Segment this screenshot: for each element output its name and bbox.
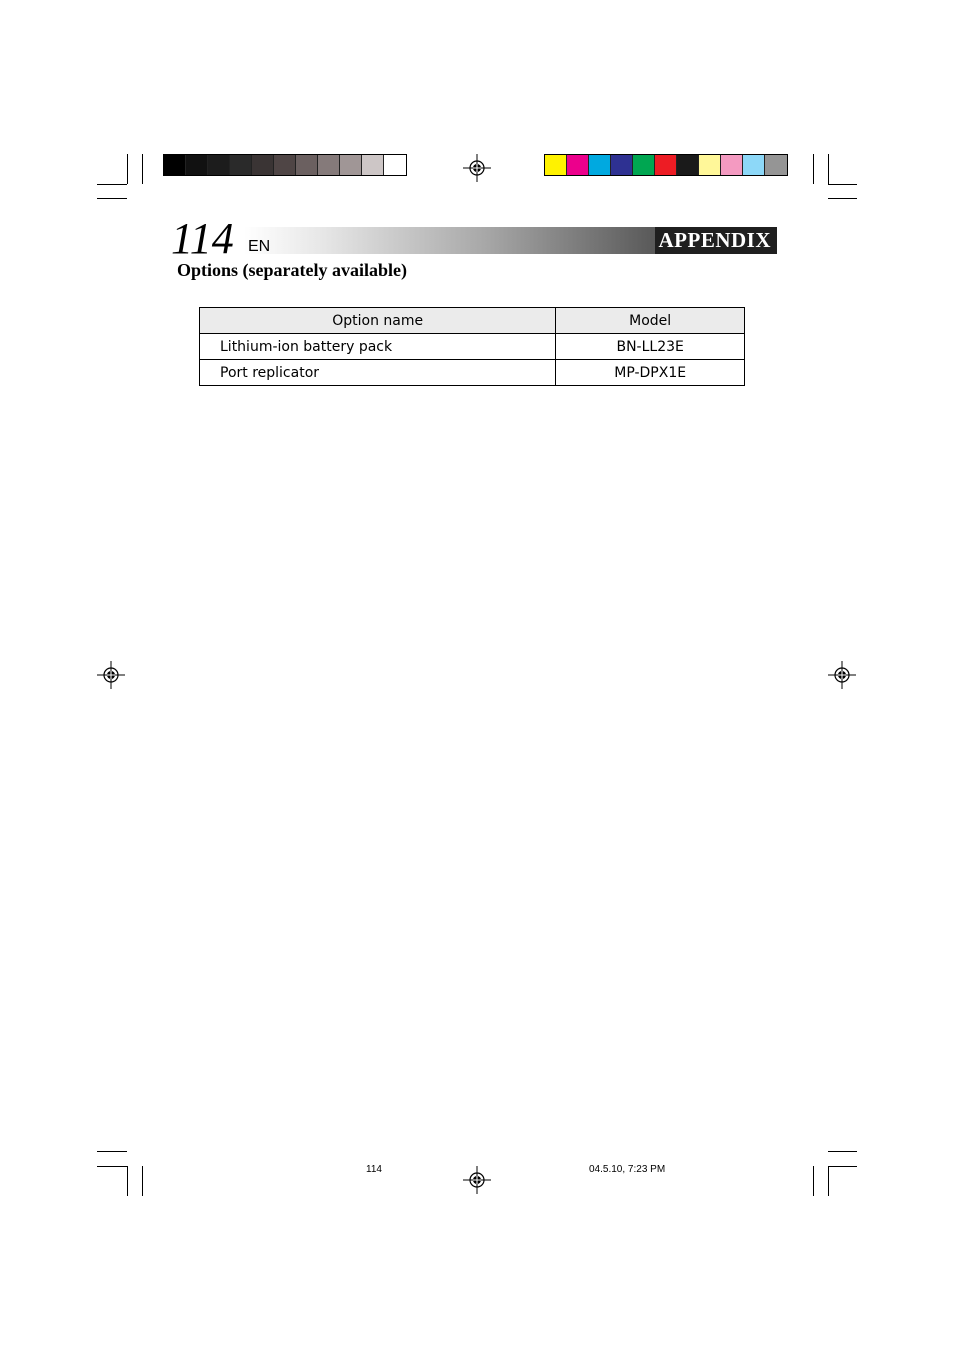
color-swatch: [721, 155, 743, 175]
color-swatch: [318, 155, 340, 175]
crop-mark: [828, 154, 829, 184]
color-swatch: [186, 155, 208, 175]
model-cell: BN-LL23E: [556, 334, 745, 360]
crop-mark: [97, 1151, 127, 1152]
color-swatch: [743, 155, 765, 175]
option-name-cell: Port replicator: [200, 360, 556, 386]
color-swatch: [340, 155, 362, 175]
section-label: APPENDIX: [658, 228, 771, 252]
color-swatch: [164, 155, 186, 175]
color-swatch: [252, 155, 274, 175]
color-swatch: [611, 155, 633, 175]
crop-mark: [97, 198, 127, 199]
crop-mark: [828, 184, 857, 185]
color-swatch: [230, 155, 252, 175]
column-header-model: Model: [556, 308, 745, 334]
registration-mark-icon: [463, 1166, 491, 1194]
section-title: Options (separately available): [177, 260, 407, 280]
crop-mark: [142, 1166, 143, 1196]
crop-mark: [813, 1166, 814, 1196]
option-name-cell: Lithium-ion battery pack: [200, 334, 556, 360]
page-number: 114: [171, 214, 234, 263]
table-row: [200, 360, 745, 386]
table-header-row: [200, 308, 745, 334]
color-swatch: [699, 155, 721, 175]
crop-mark: [142, 154, 143, 184]
footer-page-number: 114: [366, 1164, 382, 1175]
crop-mark: [97, 1166, 127, 1167]
crop-mark: [828, 1166, 829, 1196]
table-row: [200, 334, 745, 360]
registration-mark-icon: [97, 661, 125, 689]
registration-mark-icon: [828, 661, 856, 689]
color-swatch: [567, 155, 589, 175]
crop-mark: [127, 154, 128, 184]
crop-mark: [828, 1151, 857, 1152]
color-swatch: [296, 155, 318, 175]
color-swatch: [384, 155, 406, 175]
model-cell: MP-DPX1E: [556, 360, 745, 386]
crop-mark: [828, 1166, 857, 1167]
crop-mark: [127, 1166, 128, 1196]
color-swatch: [655, 155, 677, 175]
color-swatch: [545, 155, 567, 175]
grayscale-color-bar: [163, 154, 407, 176]
color-swatch: [362, 155, 384, 175]
registration-mark-icon: [463, 154, 491, 182]
column-header-option-name: Option name: [200, 308, 556, 334]
color-swatch: [633, 155, 655, 175]
footer-timestamp: 04.5.10, 7:23 PM: [589, 1164, 666, 1175]
options-table: [199, 307, 745, 386]
color-swatch: [589, 155, 611, 175]
crop-mark: [828, 198, 857, 199]
crop-mark: [813, 154, 814, 184]
color-swatch: [208, 155, 230, 175]
language-suffix: EN: [248, 238, 271, 255]
crop-mark: [97, 184, 127, 185]
color-swatch: [274, 155, 296, 175]
color-swatch: [677, 155, 699, 175]
color-swatch: [765, 155, 787, 175]
process-color-bar: [544, 154, 788, 176]
